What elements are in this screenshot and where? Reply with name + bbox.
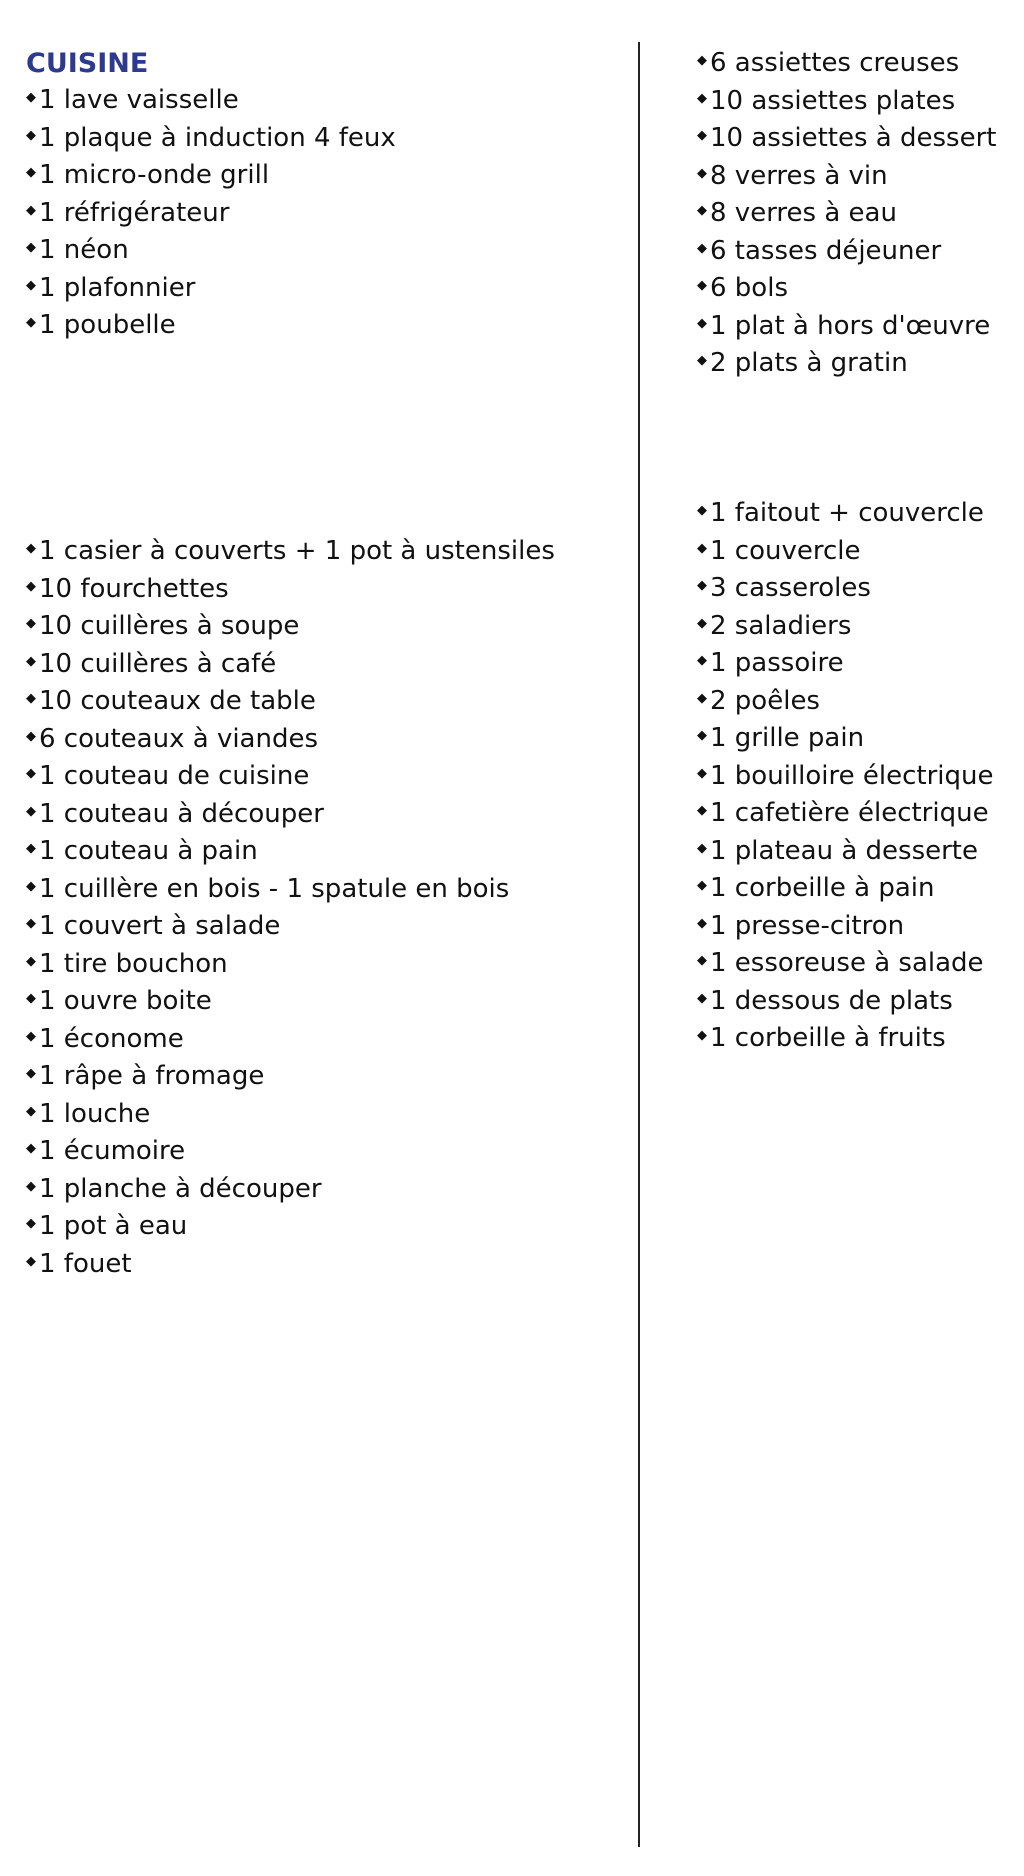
list-item (26, 1096, 555, 1134)
list-item-label: 1 poubelle (39, 310, 176, 340)
list-item-label: 1 plat à hors d'œuvre (710, 310, 991, 341)
diamond-bullet-icon: ◆ (697, 240, 707, 256)
list-item-label: 1 faitout + couvercle (710, 498, 984, 528)
list-item (26, 946, 555, 984)
diamond-bullet-icon: ◆ (697, 578, 707, 594)
list-item-label: 1 passoire (710, 648, 844, 678)
diamond-bullet-icon: ◆ (26, 841, 36, 857)
diamond-bullet-icon: ◆ (697, 878, 707, 894)
list-item (26, 608, 555, 646)
list-item-label: 1 lave vaisselle (39, 85, 239, 115)
list-item (697, 870, 993, 908)
list-item-label: 10 fourchettes (39, 573, 229, 604)
list-item-label: 1 tire bouchon (39, 948, 228, 979)
diamond-bullet-icon: ◆ (26, 728, 36, 744)
list-item (697, 758, 993, 796)
list-item (26, 533, 555, 571)
diamond-bullet-icon: ◆ (697, 690, 707, 706)
list-item (697, 608, 993, 646)
diamond-bullet-icon: ◆ (697, 765, 707, 781)
diamond-bullet-icon: ◆ (697, 840, 707, 856)
list-item-label: 10 couteaux de table (39, 686, 316, 716)
list-item-label: 2 poêles (710, 685, 820, 716)
list-item-label: 1 râpe à fromage (39, 1061, 265, 1091)
diamond-bullet-icon: ◆ (26, 90, 36, 106)
list-item (26, 1133, 555, 1171)
diamond-bullet-icon: ◆ (26, 1253, 36, 1269)
list-item (697, 195, 996, 233)
tableware-list (697, 45, 996, 383)
list-item (697, 495, 993, 533)
list-item-label: 1 fouet (39, 1248, 132, 1279)
list-item-label: 2 saladiers (710, 610, 852, 641)
diamond-bullet-icon: ◆ (697, 503, 707, 519)
diamond-bullet-icon: ◆ (697, 353, 707, 369)
list-item (26, 721, 555, 759)
diamond-bullet-icon: ◆ (697, 128, 707, 144)
diamond-bullet-icon: ◆ (26, 165, 36, 181)
list-item (26, 157, 396, 195)
list-item (697, 45, 996, 83)
diamond-bullet-icon: ◆ (697, 540, 707, 556)
diamond-bullet-icon: ◆ (26, 1103, 36, 1119)
list-item-label: 1 plateau à desserte (710, 835, 978, 866)
list-item (697, 833, 993, 871)
list-item (26, 1021, 555, 1059)
list-item (697, 983, 993, 1021)
list-item-label: 6 bols (710, 273, 788, 303)
list-item-label: 1 couteau à découper (39, 798, 324, 829)
list-item-label: 1 casier à couverts + 1 pot à ustensiles (39, 536, 555, 566)
list-item-label: 1 corbeille à pain (710, 873, 935, 903)
list-item-label: 1 plafonnier (39, 272, 196, 303)
list-item (26, 571, 555, 609)
list-item (697, 795, 993, 833)
list-item (26, 1246, 555, 1284)
list-item (697, 945, 993, 983)
list-item (26, 195, 396, 233)
list-item-label: 3 casseroles (710, 573, 871, 603)
list-item-label: 1 plaque à induction 4 feux (39, 122, 396, 153)
list-item-label: 1 corbeille à fruits (710, 1023, 946, 1053)
list-item (697, 683, 993, 721)
diamond-bullet-icon: ◆ (697, 803, 707, 819)
diamond-bullet-icon: ◆ (26, 315, 36, 331)
list-item-label: 1 dessous de plats (710, 985, 953, 1016)
list-item (26, 646, 555, 684)
list-item-label: 2 plats à gratin (710, 348, 908, 378)
list-item-label: 10 assiettes plates (710, 85, 956, 116)
diamond-bullet-icon: ◆ (697, 728, 707, 744)
diamond-bullet-icon: ◆ (697, 653, 707, 669)
list-item-label: 1 écumoire (39, 1136, 186, 1166)
diamond-bullet-icon: ◆ (26, 878, 36, 894)
diamond-bullet-icon: ◆ (26, 1216, 36, 1232)
diamond-bullet-icon: ◆ (697, 203, 707, 219)
list-item (26, 796, 555, 834)
list-item-label: 6 couteaux à viandes (39, 723, 319, 754)
appliances-list (26, 82, 396, 345)
list-item (26, 307, 396, 345)
diamond-bullet-icon: ◆ (697, 53, 707, 69)
list-item (697, 158, 996, 196)
diamond-bullet-icon: ◆ (697, 315, 707, 331)
list-item (697, 345, 996, 383)
list-item-label: 1 louche (39, 1098, 151, 1129)
list-item-label: 1 couvert à salade (39, 911, 281, 941)
diamond-bullet-icon: ◆ (26, 653, 36, 669)
list-item (697, 1020, 993, 1058)
list-item (26, 871, 555, 909)
list-item (697, 533, 993, 571)
list-item-label: 1 néon (39, 235, 129, 265)
utensils-list (26, 533, 555, 1283)
list-item-label: 1 couteau de cuisine (39, 761, 310, 791)
diamond-bullet-icon: ◆ (697, 90, 707, 106)
diamond-bullet-icon: ◆ (697, 1028, 707, 1044)
list-item (26, 1058, 555, 1096)
diamond-bullet-icon: ◆ (26, 953, 36, 969)
diamond-bullet-icon: ◆ (26, 202, 36, 218)
diamond-bullet-icon: ◆ (26, 766, 36, 782)
list-item (697, 120, 996, 158)
list-item-label: 1 économe (39, 1023, 184, 1054)
list-item (26, 232, 396, 270)
list-item (697, 233, 996, 271)
diamond-bullet-icon: ◆ (26, 127, 36, 143)
diamond-bullet-icon: ◆ (26, 578, 36, 594)
diamond-bullet-icon: ◆ (26, 240, 36, 256)
list-item (697, 720, 993, 758)
list-item-label: 1 grille pain (710, 723, 865, 753)
list-item (26, 82, 396, 120)
diamond-bullet-icon: ◆ (697, 915, 707, 931)
list-item-label: 1 ouvre boite (39, 986, 212, 1016)
list-item (697, 645, 993, 683)
list-item-label: 1 bouilloire électrique (710, 760, 994, 791)
diamond-bullet-icon: ◆ (26, 991, 36, 1007)
list-item-label: 6 tasses déjeuner (710, 235, 942, 266)
diamond-bullet-icon: ◆ (26, 803, 36, 819)
diamond-bullet-icon: ◆ (697, 990, 707, 1006)
list-item (26, 683, 555, 721)
list-item-label: 1 cafetière électrique (710, 798, 989, 828)
list-item (26, 758, 555, 796)
list-item-label: 1 presse-citron (710, 910, 905, 941)
diamond-bullet-icon: ◆ (26, 1028, 36, 1044)
diamond-bullet-icon: ◆ (26, 1141, 36, 1157)
diamond-bullet-icon: ◆ (697, 615, 707, 631)
list-item-label: 8 verres à eau (710, 198, 897, 228)
diamond-bullet-icon: ◆ (26, 1066, 36, 1082)
list-item-label: 1 essoreuse à salade (710, 948, 984, 978)
diamond-bullet-icon: ◆ (26, 277, 36, 293)
list-item (697, 308, 996, 346)
list-item-label: 1 cuillère en bois - 1 spatule en bois (39, 873, 510, 904)
list-item (26, 270, 396, 308)
list-item (26, 908, 555, 946)
diamond-bullet-icon: ◆ (26, 616, 36, 632)
list-item-label: 1 pot à eau (39, 1211, 188, 1241)
list-item-label: 10 cuillères à soupe (39, 611, 300, 641)
section-title: CUISINE (26, 48, 149, 79)
list-item (26, 1208, 555, 1246)
list-item-label: 1 réfrigérateur (39, 197, 230, 228)
list-item-label: 1 couvercle (710, 535, 861, 566)
diamond-bullet-icon: ◆ (26, 541, 36, 557)
list-item-label: 1 couteau à pain (39, 836, 258, 866)
list-item (697, 570, 993, 608)
diamond-bullet-icon: ◆ (26, 916, 36, 932)
list-item (697, 83, 996, 121)
diamond-bullet-icon: ◆ (697, 278, 707, 294)
list-item-label: 1 planche à découper (39, 1173, 322, 1204)
diamond-bullet-icon: ◆ (697, 953, 707, 969)
list-item (697, 270, 996, 308)
list-item-label: 10 cuillères à café (39, 648, 277, 679)
list-item (26, 983, 555, 1021)
diamond-bullet-icon: ◆ (697, 165, 707, 181)
list-item (26, 833, 555, 871)
column-divider (638, 42, 640, 1847)
list-item (26, 1171, 555, 1209)
diamond-bullet-icon: ◆ (26, 691, 36, 707)
diamond-bullet-icon: ◆ (26, 1178, 36, 1194)
list-item-label: 10 assiettes à dessert (710, 123, 997, 153)
cookware-list (697, 495, 993, 1058)
list-item-label: 8 verres à vin (710, 160, 888, 191)
list-item-label: 6 assiettes creuses (710, 48, 960, 78)
list-item-label: 1 micro-onde grill (39, 160, 270, 190)
list-item (697, 908, 993, 946)
list-item (26, 120, 396, 158)
